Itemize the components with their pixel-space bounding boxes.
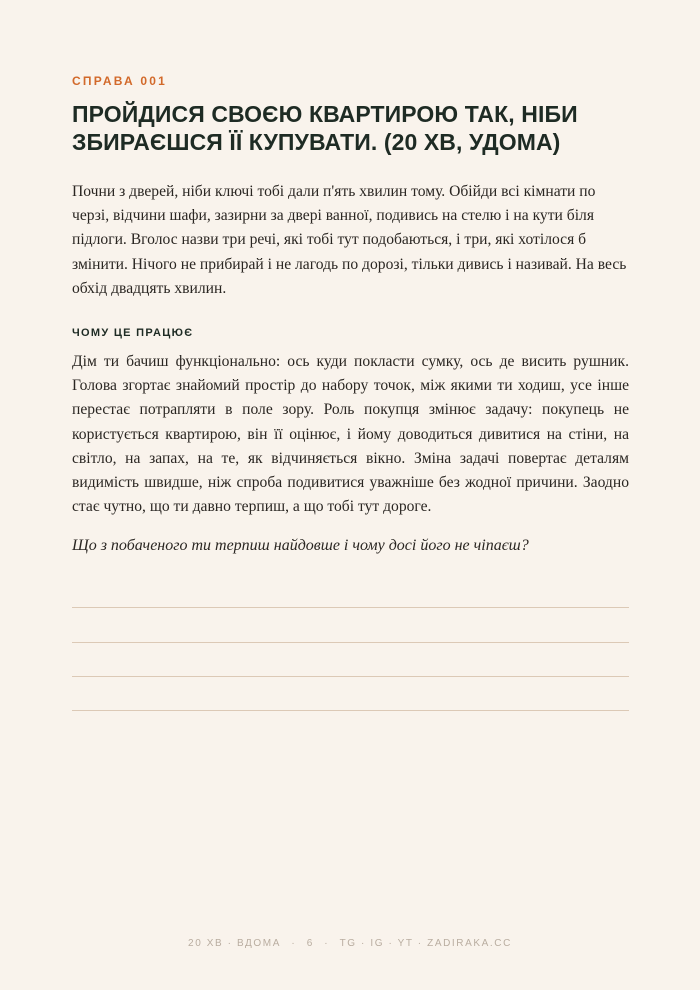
reflection-question: Що з побаченого ти терпиш найдовше і чому досі його не чіпаєш?	[72, 537, 529, 554]
page-number: 6	[306, 938, 314, 949]
answer-line[interactable]	[72, 607, 629, 608]
footer-separator: ·	[291, 938, 297, 949]
footer-links: TG · IG · YT · ZADIRAKA.CC	[339, 938, 512, 949]
footer-section: 20 ХВ · ВДОМА	[188, 938, 281, 949]
explanation-paragraph: Дім ти бачиш функціонально: ось куди покласти сумку, ось де висить рушник. Голова згортає знайомий простір до набору точок, між якими ти ходиш, усе інше перестає потрапляти в поле зору. Роль покупця змінює задачу: покупець не користується квартирою, він її оцінює, і йому доводиться дивитися на стіни, на світло, на запах, на те, як відчиняється вікно. Зміна задачі повертає деталям видимість швидше, ніж спроба подивитися уважніше без жодної причини. Заодно стає чутно, що ти давно терпиш, а що тобі тут дороге.	[72, 353, 629, 516]
footer-separator: ·	[324, 938, 330, 949]
section-heading-why: ЧОМУ ЦЕ ПРАЦЮЄ	[72, 327, 194, 339]
page-title: ПРОЙДИСЯ СВОЄЮ КВАРТИРОЮ ТАК, НІБИ ЗБИРАЄШСЯ ЇЇ КУПУВАТИ. (20 ХВ, УДОМА)	[72, 101, 578, 155]
answer-line[interactable]	[72, 710, 629, 711]
intro-paragraph: Почни з дверей, ніби ключі тобі дали п'ять хвилин тому. Обійди всі кімнати по черзі, відчини шафи, зазирни за двері ванної, подивись на стелю і на кути біля підлоги. Вголос назви три речі, які тобі тут подобаються, і три, які хотілося б змінити. Нічого не прибирай і не лагодь по дорозі, тільки дивись і називай. На весь обхід двадцять хвилин.	[72, 183, 627, 297]
answer-line[interactable]	[72, 642, 629, 643]
case-label: СПРАВА 001	[72, 74, 167, 88]
answer-line[interactable]	[72, 676, 629, 677]
page-footer	[0, 938, 700, 949]
